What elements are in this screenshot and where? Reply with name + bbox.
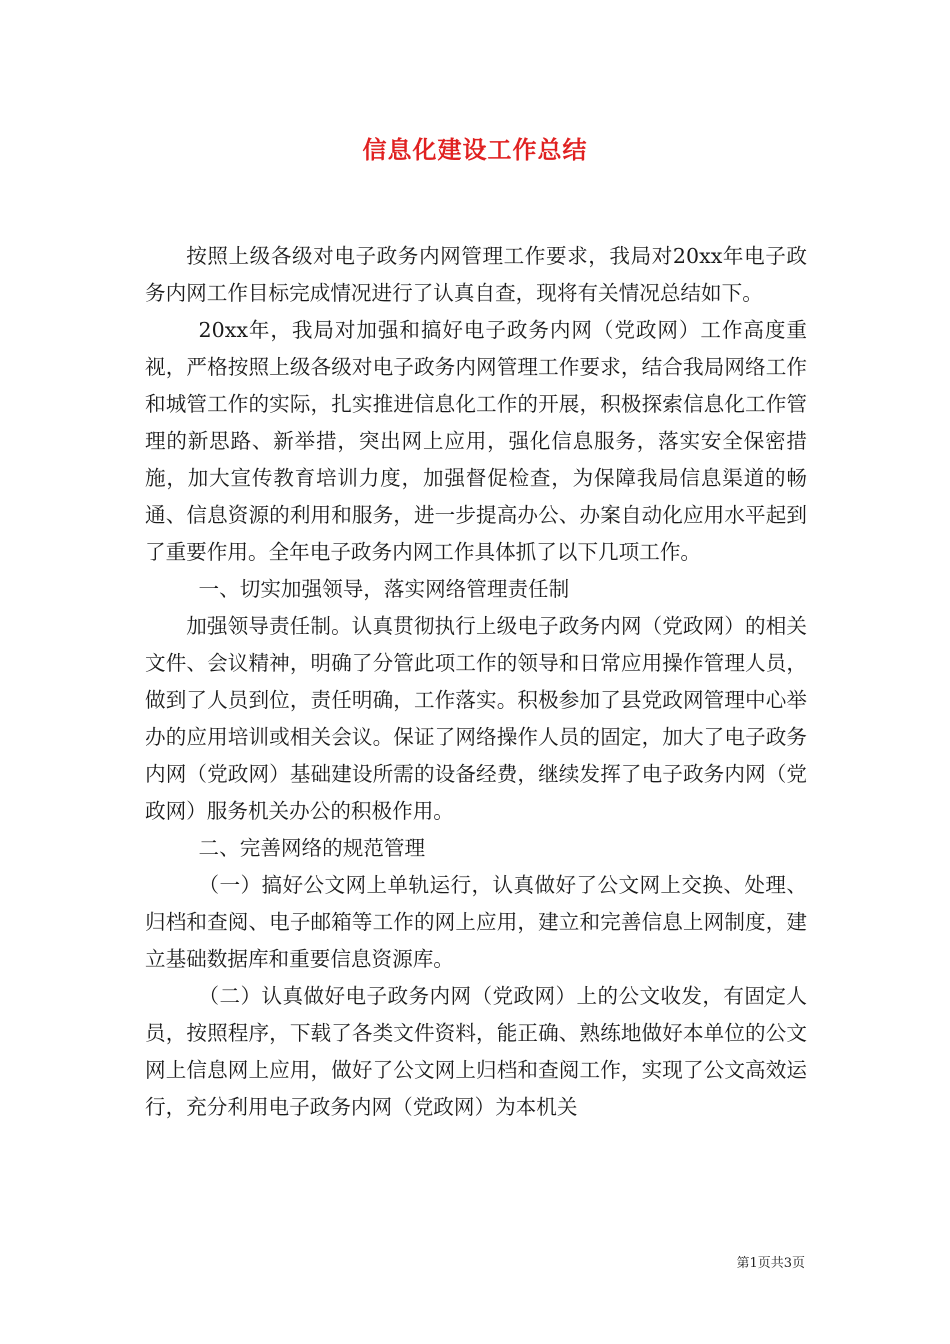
paragraph-item-1: （一）搞好公文网上单轨运行，认真做好了公文网上交换、处理、归档和查阅、电子邮箱等工作的网上应用，建立和完善信息上网制度，建立基础数据库和重要信息资源库。	[145, 873, 807, 971]
document-title: 信息化建设工作总结	[362, 136, 588, 164]
paragraph-section-1: 加强领导责任制。认真贯彻执行上级电子政务内网（党政网）的相关文件、会议精神，明确了分管此项工作的领导和日常应用操作管理人员，做到了人员到位，责任明确，工作落实。积极参加了县党政网管理中心举办的应用培训或相关会议。保证了网络操作人员的固定，加大了电子政务内网（党政网）基础建设所需的设备经费，继续发挥了电子政务内网（党政网）服务机关办公的积极作用。	[145, 614, 807, 823]
paragraph-item-2: （二）认真做好电子政务内网（党政网）上的公文收发，有固定人员，按照程序，下载了各类文件资料，能正确、熟练地做好本单位的公文网上信息网上应用，做好了公文网上归档和查阅工作，实现了公文高效运行，充分利用电子政务内网（党政网）为本机关	[145, 984, 807, 1119]
page-number: 第1页共3页	[736, 1256, 805, 1271]
paragraph-overview: 20xx年，我局对加强和搞好电子政务内网（党政网）工作高度重视，严格按照上级各级对电子政务内网管理工作要求，结合我局网络工作和城管工作的实际，扎实推进信息化工作的开展，积极探索信息化工作管理的新思路、新举措，突出网上应用，强化信息服务，落实安全保密措施，加大宣传教育培训力度，加强督促检查，为保障我局信息渠道的畅通、信息资源的利用和服务，进一步提高办公、办案自动化应用水平起到了重要作用。全年电子政务内网工作具体抓了以下几项工作。	[145, 318, 807, 564]
section-heading-2: 二、完善网络的规范管理	[198, 836, 426, 860]
paragraph-intro: 按照上级各级对电子政务内网管理工作要求，我局对20xx年电子政务内网工作目标完成情况进行了认真自查，现将有关情况总结如下。	[145, 244, 807, 305]
section-heading-1: 一、切实加强领导，落实网络管理责任制	[198, 577, 570, 601]
document-body	[145, 238, 807, 1126]
